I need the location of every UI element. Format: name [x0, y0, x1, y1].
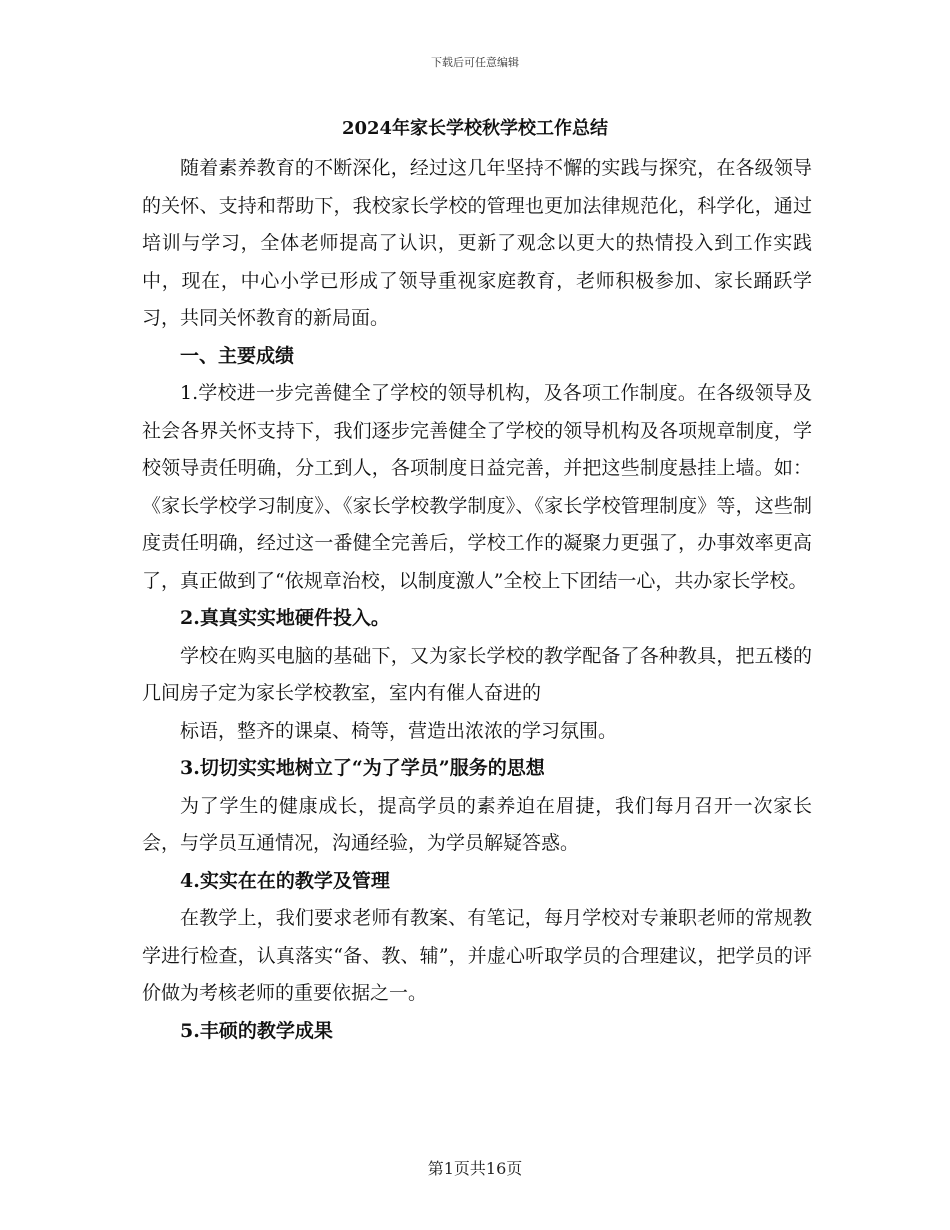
item-3-paragraph: 为了学生的健康成长，提高学员的素养迫在眉捷，我们每月召开一次家长会，与学员互通情况，沟通经验，为学员解疑答惑。: [142, 794, 812, 854]
item-3-heading: 3.切切实实地树立了“为了学员”服务的思想: [180, 757, 545, 779]
item-2-heading: 2.真真实实地硬件投入。: [180, 607, 390, 629]
item-1-paragraph: 1.学校进一步完善健全了学校的领导机构，及各项工作制度。在各级领导及社会各界关怀支持下，我们逐步完善健全了学校的领导机构及各项规章制度，学校领导责任明确，分工到人，各项制度日益完善，并把这些制度悬挂上墙。如：《家长学校学习制度》、《家长学校教学制度》、《家长学校管理制度》等，这些制度责任明确，经过这一番健全完善后，学校工作的凝聚力更强了，办事效率更高了，真正做到了“依规章治校，以制度激人”全校上下团结一心，共办家长学校。: [142, 382, 812, 592]
page-number-footer: 第1页共16页: [427, 1159, 523, 1178]
section-heading-main-achievements: 一、主要成绩: [180, 344, 295, 367]
header-note: 下载后可任意编辑: [431, 56, 519, 69]
item-5-heading: 5.丰硕的教学成果: [180, 1019, 333, 1042]
item-2-paragraph-continued: 标语，整齐的课桌、椅等，营造出浓浓的学习氛围。: [180, 719, 618, 742]
item-2-paragraph: 学校在购买电脑的基础下，又为家长学校的教学配备了各种教具，把五楼的几间房子定为家长学校教室，室内有催人奋进的: [142, 644, 812, 704]
item-4-heading: 4.实实在在的教学及管理: [180, 869, 390, 892]
intro-paragraph: 随着素养教育的不断深化，经过这几年坚持不懈的实践与探究，在各级领导的关怀、支持和帮助下，我校家长学校的管理也更加法律规范化，科学化，通过培训与学习，全体老师提高了认识，更新了观念以更大的热情投入到工作实践中，现在，中心小学已形成了领导重视家庭教育，老师积极参加、家长踊跃学习，共同关怀教育的新局面。: [142, 157, 812, 329]
document-title: 2024年家长学校秋学校工作总结: [341, 118, 609, 139]
document-body: [142, 150, 812, 1050]
item-4-paragraph: 在教学上，我们要求老师有教案、有笔记，每月学校对专兼职老师的常规教学进行检查，认真落实“备、教、辅”，并虚心听取学员的合理建议，把学员的评价做为考核老师的重要依据之一。: [142, 907, 812, 1004]
